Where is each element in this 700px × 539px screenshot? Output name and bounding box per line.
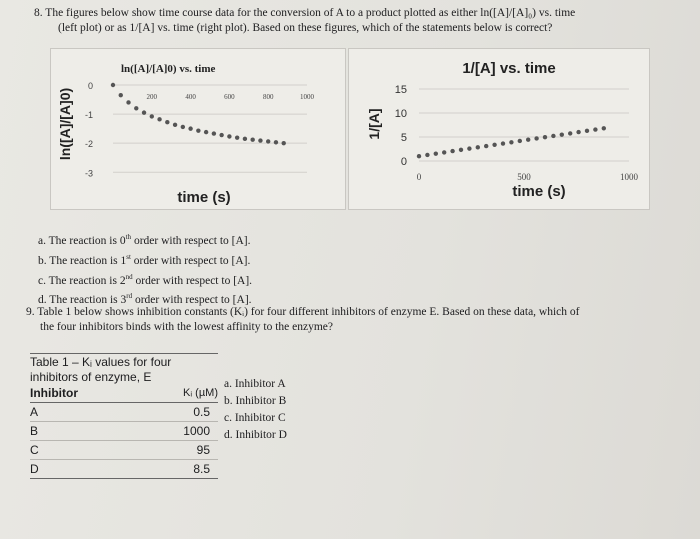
left-plot-ytick: -3 (84, 168, 93, 179)
left-plot-point (227, 134, 231, 138)
right-plot-ytick: 15 (394, 84, 407, 96)
right-plot-ytick: 0 (400, 156, 407, 168)
left-plot-grid (113, 85, 307, 172)
right-plot-point (518, 139, 522, 143)
right-plot-point (492, 143, 496, 147)
right-plot-point (576, 130, 580, 134)
right-plot-point (534, 136, 538, 140)
left-plot-point (142, 110, 146, 114)
right-plot-ytick: 5 (400, 132, 407, 144)
left-plot-point (266, 139, 270, 143)
right-plot-point (568, 131, 572, 135)
left-plot-point (235, 135, 239, 139)
left-plot-point (196, 128, 200, 132)
right-plot-point (593, 127, 597, 131)
table-cell-ki: 95 (196, 443, 210, 457)
left-plot-point (157, 117, 161, 121)
right-plot-point (501, 141, 505, 145)
answer-choice: d. The reaction is 3rd order with respect to [A]. (38, 292, 252, 307)
right-plot-svg (349, 49, 649, 209)
answer-choice: d. Inhibitor D (224, 429, 287, 441)
table-row (30, 460, 218, 479)
question-8 (34, 6, 674, 36)
left-plot-point (274, 140, 278, 144)
table-cell-ki: 8.5 (193, 462, 210, 476)
answer-choice: c. Inhibitor C (224, 412, 286, 424)
right-plot-point (442, 150, 446, 154)
question-8-choices (38, 229, 252, 308)
table-cell-ki: 0.5 (193, 405, 210, 419)
table-cell-inhibitor: B (30, 424, 39, 438)
table-cell-inhibitor: D (30, 462, 39, 476)
question-9-line1: 9. Table 1 below shows inhibition constants (Kᵢ) for four different inhibitors of enzyme E. Based on these data, which of (26, 306, 580, 318)
left-plot-xlabel: time (s) (177, 189, 231, 206)
table-row (30, 403, 218, 422)
right-plot-point (476, 145, 480, 149)
left-plot-point (188, 126, 192, 130)
left-plot-panel (50, 48, 346, 210)
right-plot-ylabel: 1/[A] (366, 108, 382, 140)
right-plot-points (417, 126, 606, 158)
left-plot-title: ln([A]/[A]0) vs. time (121, 63, 216, 75)
table-row (30, 441, 218, 460)
left-plot-point (150, 114, 154, 118)
left-plot-point (212, 131, 216, 135)
right-plot-point (425, 153, 429, 157)
table-header-ki: Kᵢ (µM) (183, 387, 218, 399)
table-row (30, 422, 218, 441)
table-cell-inhibitor: A (30, 405, 39, 419)
right-plot-point (434, 151, 438, 155)
question-8-line1: 8. The figures below show time course data for the conversion of A to a product plotted as either ln([A]/[A]₀) vs. time (34, 7, 576, 19)
right-plot-point (543, 135, 547, 139)
right-plot-panel (348, 48, 650, 210)
right-plot-point (585, 129, 589, 133)
right-plot-point (509, 140, 513, 144)
right-plot-xtick: 500 (517, 172, 531, 182)
left-plot-svg (51, 49, 345, 209)
right-plot-point (467, 146, 471, 150)
right-plot-point (526, 138, 530, 142)
left-plot-ylabel: ln([A]/[A]0) (57, 87, 73, 161)
right-plot-ticks (395, 84, 639, 182)
table-caption-line1: Table 1 – Kᵢ values for four (30, 353, 218, 370)
table-body (30, 403, 218, 479)
right-plot-point (417, 154, 421, 158)
left-plot-point (181, 125, 185, 129)
table-1 (30, 353, 218, 479)
left-plot-xtick: 1000 (300, 93, 314, 101)
right-plot-title: 1/[A] vs. time (462, 60, 556, 77)
question-9-line2: the four inhibitors binds with the lowest affinity to the enzyme? (40, 321, 333, 333)
left-plot-point (165, 120, 169, 124)
left-plot-ytick: -1 (84, 110, 93, 121)
table-cell-inhibitor: C (30, 443, 39, 457)
answer-choice: c. The reaction is 2nd order with respect to [A]. (38, 272, 253, 287)
right-plot-point (459, 148, 463, 152)
right-plot-point (560, 132, 564, 136)
right-plot-ytick: 10 (394, 108, 407, 120)
right-plot-point (450, 149, 454, 153)
left-plot-point (204, 130, 208, 134)
left-plot-xtick: 400 (185, 93, 196, 101)
answer-choice: b. Inhibitor B (224, 395, 287, 407)
table-cell-ki: 1000 (183, 424, 210, 438)
answer-choice: a. The reaction is 0th order with respect to [A]. (38, 233, 251, 247)
left-plot-point (282, 141, 286, 145)
left-plot-point (243, 137, 247, 141)
left-plot-point (119, 93, 123, 97)
left-plot-point (173, 123, 177, 127)
table-header (30, 385, 218, 403)
question-9-choices (224, 376, 287, 444)
question-9 (26, 305, 666, 335)
table-caption-line2: inhibitors of enzyme, E (30, 370, 152, 384)
left-plot-xtick: 600 (224, 93, 235, 101)
left-plot-point (250, 137, 254, 141)
left-plot-point (258, 138, 262, 142)
left-plot-ytick: -2 (84, 139, 93, 150)
answer-choice: b. The reaction is 1st order with respect to [A]. (38, 252, 251, 267)
left-plot-xtick: 200 (146, 93, 158, 101)
left-plot-ytick: 0 (87, 81, 93, 91)
table-header-inhibitor: Inhibitor (30, 386, 78, 400)
right-plot-point (602, 126, 606, 130)
left-plot-point (111, 83, 115, 87)
left-plot-point (134, 106, 138, 110)
question-8-line2: (left plot) or as 1/[A] vs. time (right plot). Based on these figures, which of the statements below is correct? (58, 22, 553, 34)
left-plot-point (126, 100, 130, 104)
right-plot-xlabel: time (s) (512, 183, 566, 200)
right-plot-point (551, 134, 555, 138)
right-plot-xtick: 1000 (620, 172, 638, 182)
right-plot-grid (419, 89, 629, 161)
figures (50, 48, 648, 208)
answer-choice: a. Inhibitor A (224, 378, 286, 390)
left-plot-point (219, 133, 223, 137)
right-plot-point (484, 144, 488, 148)
right-plot-xtick: 0 (416, 172, 422, 182)
left-plot-xtick: 800 (262, 93, 274, 101)
